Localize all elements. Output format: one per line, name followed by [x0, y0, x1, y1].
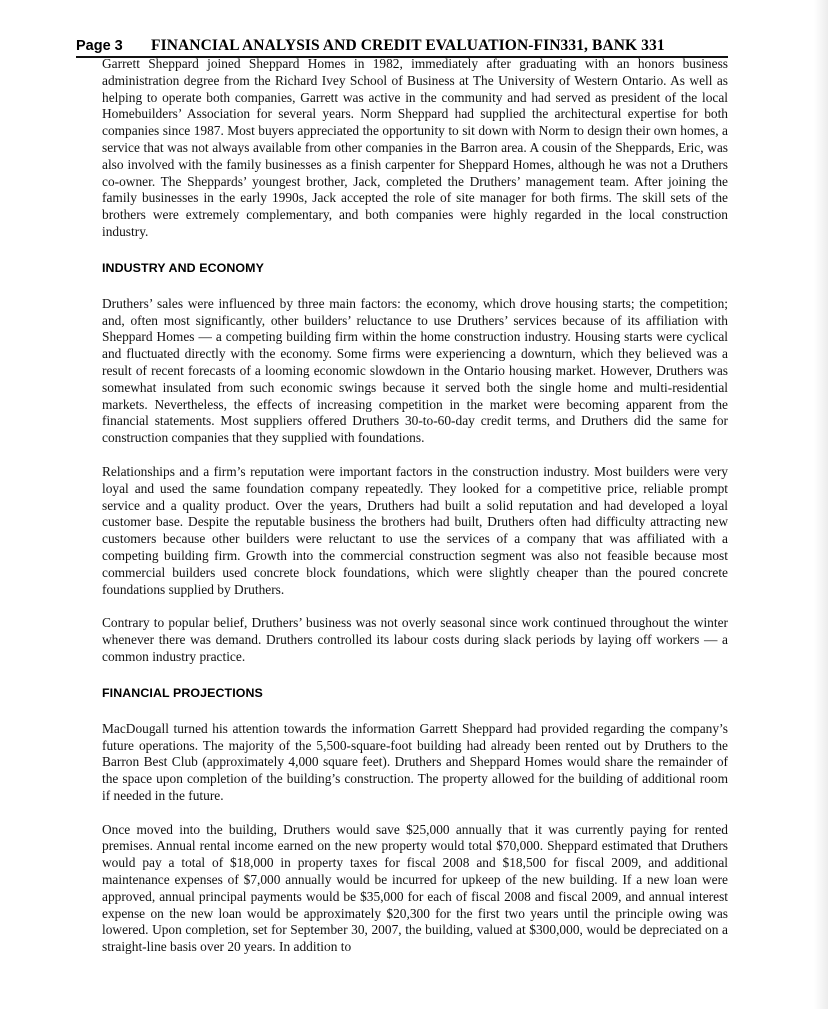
paragraph-relationships: Relationships and a firm’s reputation were important factors in the construction industry. Most builders were very loyal and used the same foundation company repeatedly. They looked for a competitive price, reliable prompt service and a quality product. Over the years, Druthers had built a solid reputation and had developed a loyal customer base. Despite the reputable business the brothers had built, Druthers often had difficulty attracting new customers because other builders were reluctant to use the services of a company that was affiliated with a competing building firm. Growth into the commercial construction segment was also not feasible because most commercial builders used concrete block foundations, which were slightly cheaper than the poured concrete foundations supplied by Druthers.	[102, 463, 728, 597]
heading-industry-economy: INDUSTRY AND ECONOMY	[102, 260, 264, 275]
page-header	[76, 36, 728, 58]
paragraph-projection-figures: Once moved into the building, Druthers would save $25,000 annually that it was currently paying for rented premises. Annual rental income earned on the new property would total $70,000. Sheppard estimated that Druthers would pay a total of $18,000 in property taxes for fiscal 2008 and $18,500 for fiscal 2009, and additional maintenance expenses of $7,000 annually would be incurred for upkeep of the new building. If a new loan were approved, annual principal payments would be $35,000 for each of fiscal 2008 and fiscal 2009, and annual interest expense on the new loan would be approximately $20,300 for the first two years until the principle owing was lowered. Upon completion, set for September 30, 2007, the building, valued at $300,000, would be depreciated on a straight-line basis over 20 years. In addition to	[102, 821, 728, 955]
paragraph-sales-factors: Druthers’ sales were influenced by three main factors: the economy, which drove housing starts; the competition; and, often most significantly, other builders’ reluctance to use Druthers’ services because of its affiliation with Sheppard Homes — a competing building firm within the home construction industry. Housing starts were cyclical and fluctuated directly with the economy. Some firms were experiencing a downturn, which they believed was a result of recent forecasts of a looming economic slowdown in the Ontario housing market. However, Druthers was somewhat insulated from such economic swings because it served both the single home and multi-residential markets. Nevertheless, the effects of increasing competition in the market were becoming apparent from the financial statements. Most suppliers offered Druthers 30-to-60-day credit terms, and Druthers did the same for construction companies that they supplied with foundations.	[102, 295, 728, 446]
page-edge-shadow	[814, 0, 828, 1009]
paragraph-sheppard-family: Garrett Sheppard joined Sheppard Homes in 1982, immediately after graduating with an honors business administration degree from the Richard Ivey School of Business at The University of Western Ontario. As well as helping to operate both companies, Garrett was active in the community and had served as president of the local Homebuilders’ Association for several years. Norm Sheppard had supplied the architectural expertise for both companies since 1987. Most buyers appreciated the opportunity to sit down with Norm to design their own homes, a service that was not always available from other companies in the Barron area. A cousin of the Sheppards, Eric, was also involved with the family businesses as a finish carpenter for Sheppard Homes, although he was not a Druthers co-owner. The Sheppards’ youngest brother, Jack, completed the Druthers’ management team. After joining the family businesses in the early 1990s, Jack accepted the role of site manager for both firms. The skill sets of the brothers were extremely complementary, and both companies were highly regarded in the local construction industry.	[102, 56, 728, 239]
paragraph-seasonality: Contrary to popular belief, Druthers’ business was not overly seasonal since work continued throughout the winter whenever there was demand. Druthers controlled its labour costs during slack periods by laying off workers — a common industry practice.	[102, 615, 728, 664]
heading-financial-projections: FINANCIAL PROJECTIONS	[102, 685, 263, 700]
page-number: Page 3	[76, 38, 123, 54]
document-title: FINANCIAL ANALYSIS AND CREDIT EVALUATION-FIN331, BANK 331	[151, 37, 665, 54]
document-body	[102, 56, 728, 956]
paragraph-building-rental: MacDougall turned his attention towards the information Garrett Sheppard had provided regarding the company’s future operations. The majority of the 5,500-square-foot building had already been rented out by Druthers to the Barron Best Club (approximately 4,000 square feet). Druthers and Sheppard Homes would share the remainder of the space upon completion of the building’s construction. The property allowed for the building of additional room if needed in the future.	[102, 720, 728, 803]
